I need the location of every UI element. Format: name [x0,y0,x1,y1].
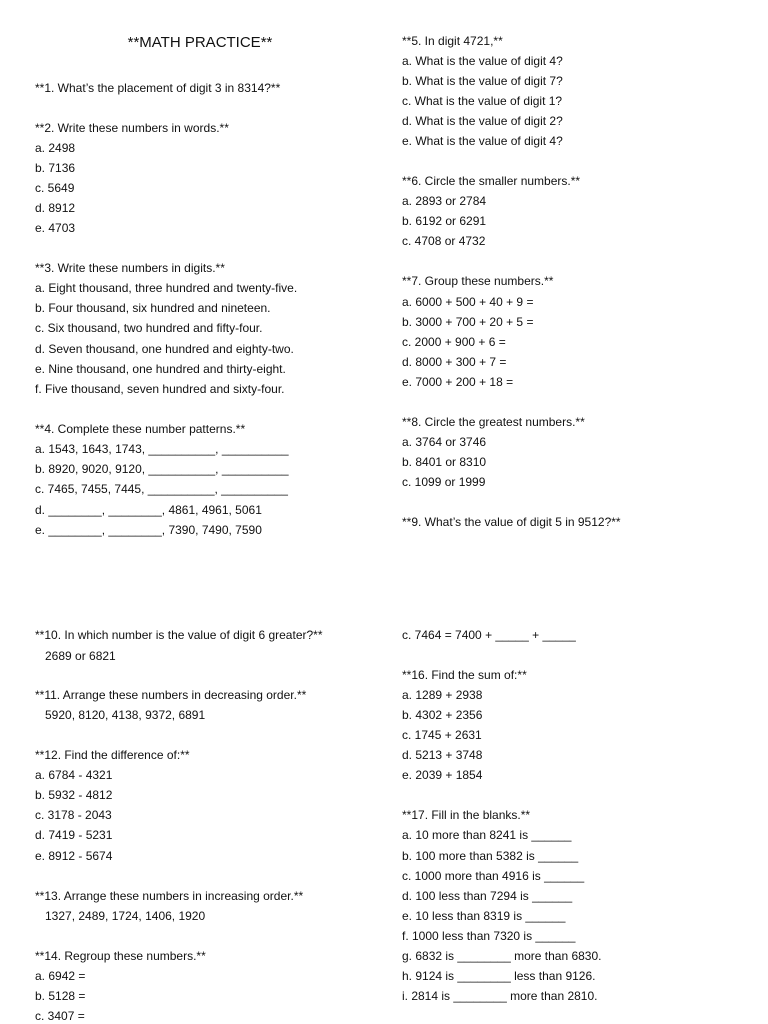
question-line: **1. What’s the placement of digit 3 in 8314?** [35,81,281,95]
question-line: e. 2039 + 1854 [402,768,483,782]
question-line: e. 7000 + 200 + 18 = [402,375,514,389]
question-line: d. What is the value of digit 2? [402,114,563,128]
question-line: c. 3407 = [35,1009,85,1023]
question-line: h. 9124 is ________ less than 9126. [402,969,596,983]
question-line: a. 6942 = [35,969,86,983]
question-line: e. 10 less than 8319 is ______ [402,909,566,923]
question-line: f. Five thousand, seven hundred and sixty-four. [35,382,285,396]
question-line: **11. Arrange these numbers in decreasing order.** [35,688,307,702]
page-title: **MATH PRACTICE** [127,34,273,51]
question-line: a. 10 more than 8241 is ______ [402,828,572,842]
question-line: d. 100 less than 7294 is ______ [402,889,573,903]
question-line: **16. Find the sum of:** [402,668,527,682]
question-line: d. 7419 - 5231 [35,828,113,842]
question-line: a. 1289 + 2938 [402,688,483,702]
question-line: **6. Circle the smaller numbers.** [402,174,581,188]
question-line: 1327, 2489, 1724, 1406, 1920 [45,909,206,923]
question-line: a. 3764 or 3746 [402,435,487,449]
question-line: c. 1745 + 2631 [402,728,482,742]
question-line: g. 6832 is ________ more than 6830. [402,949,602,963]
question-line: d. 8000 + 300 + 7 = [402,355,507,369]
question-line: a. 2498 [35,141,76,155]
question-line: **4. Complete these number patterns.** [35,422,246,436]
question-line: e. ________, ________, 7390, 7490, 7590 [35,523,262,537]
question-line: b. 6192 or 6291 [402,214,487,228]
question-line: e. What is the value of digit 4? [402,134,563,148]
question-line: c. 7464 = 7400 + _____ + _____ [402,628,576,642]
question-line: e. 8912 - 5674 [35,849,113,863]
question-line: 5920, 8120, 4138, 9372, 6891 [45,708,206,722]
question-line: a. 1543, 1643, 1743, __________, __________ [35,442,289,456]
question-line: c. 2000 + 900 + 6 = [402,335,506,349]
question-line: **10. In which number is the value of digit 6 greater?** [35,628,323,642]
question-line: a. 6784 - 4321 [35,768,113,782]
question-line: c. 4708 or 4732 [402,234,486,248]
question-line: c. Six thousand, two hundred and fifty-four. [35,321,263,335]
question-line: f. 1000 less than 7320 is ______ [402,929,576,943]
question-line: **12. Find the difference of:** [35,748,190,762]
question-line: b. 100 more than 5382 is ______ [402,849,579,863]
question-line: i. 2814 is ________ more than 2810. [402,989,598,1003]
question-line: **5. In digit 4721,** [402,34,503,48]
question-line: e. 4703 [35,221,76,235]
question-line: d. Seven thousand, one hundred and eighty-two. [35,342,294,356]
question-line: b. 3000 + 700 + 20 + 5 = [402,315,534,329]
question-line: **13. Arrange these numbers in increasing order.** [35,889,304,903]
question-line: c. 3178 - 2043 [35,808,112,822]
question-line: a. Eight thousand, three hundred and twenty-five. [35,281,298,295]
question-line: c. 1000 more than 4916 is ______ [402,869,585,883]
question-line: c. 5649 [35,181,75,195]
question-line: b. 5128 = [35,989,86,1003]
question-line: b. 8401 or 8310 [402,455,487,469]
question-line: b. What is the value of digit 7? [402,74,563,88]
question-line: **9. What’s the value of digit 5 in 9512?** [402,515,621,529]
question-line: b. 8920, 9020, 9120, __________, __________ [35,462,289,476]
question-line: b. 5932 - 4812 [35,788,113,802]
question-line: a. What is the value of digit 4? [402,54,563,68]
question-line: d. ________, ________, 4861, 4961, 5061 [35,503,262,517]
question-line: c. 1099 or 1999 [402,475,486,489]
question-line: 2689 or 6821 [45,649,116,663]
question-line: b. 4302 + 2356 [402,708,483,722]
question-line: b. Four thousand, six hundred and nineteen. [35,301,271,315]
question-line: **17. Fill in the blanks.** [402,808,531,822]
question-line: d. 5213 + 3748 [402,748,483,762]
question-line: **14. Regroup these numbers.** [35,949,206,963]
question-line: a. 2893 or 2784 [402,194,487,208]
question-line: a. 6000 + 500 + 40 + 9 = [402,295,534,309]
question-line: **3. Write these numbers in digits.** [35,261,225,275]
question-line: d. 8912 [35,201,76,215]
question-line: **8. Circle the greatest numbers.** [402,415,585,429]
question-line: **2. Write these numbers in words.** [35,121,229,135]
question-line: c. 7465, 7455, 7445, __________, __________ [35,482,288,496]
question-line: b. 7136 [35,161,76,175]
question-line: e. Nine thousand, one hundred and thirty-eight. [35,362,286,376]
question-line: c. What is the value of digit 1? [402,94,563,108]
question-line: **7. Group these numbers.** [402,274,554,288]
